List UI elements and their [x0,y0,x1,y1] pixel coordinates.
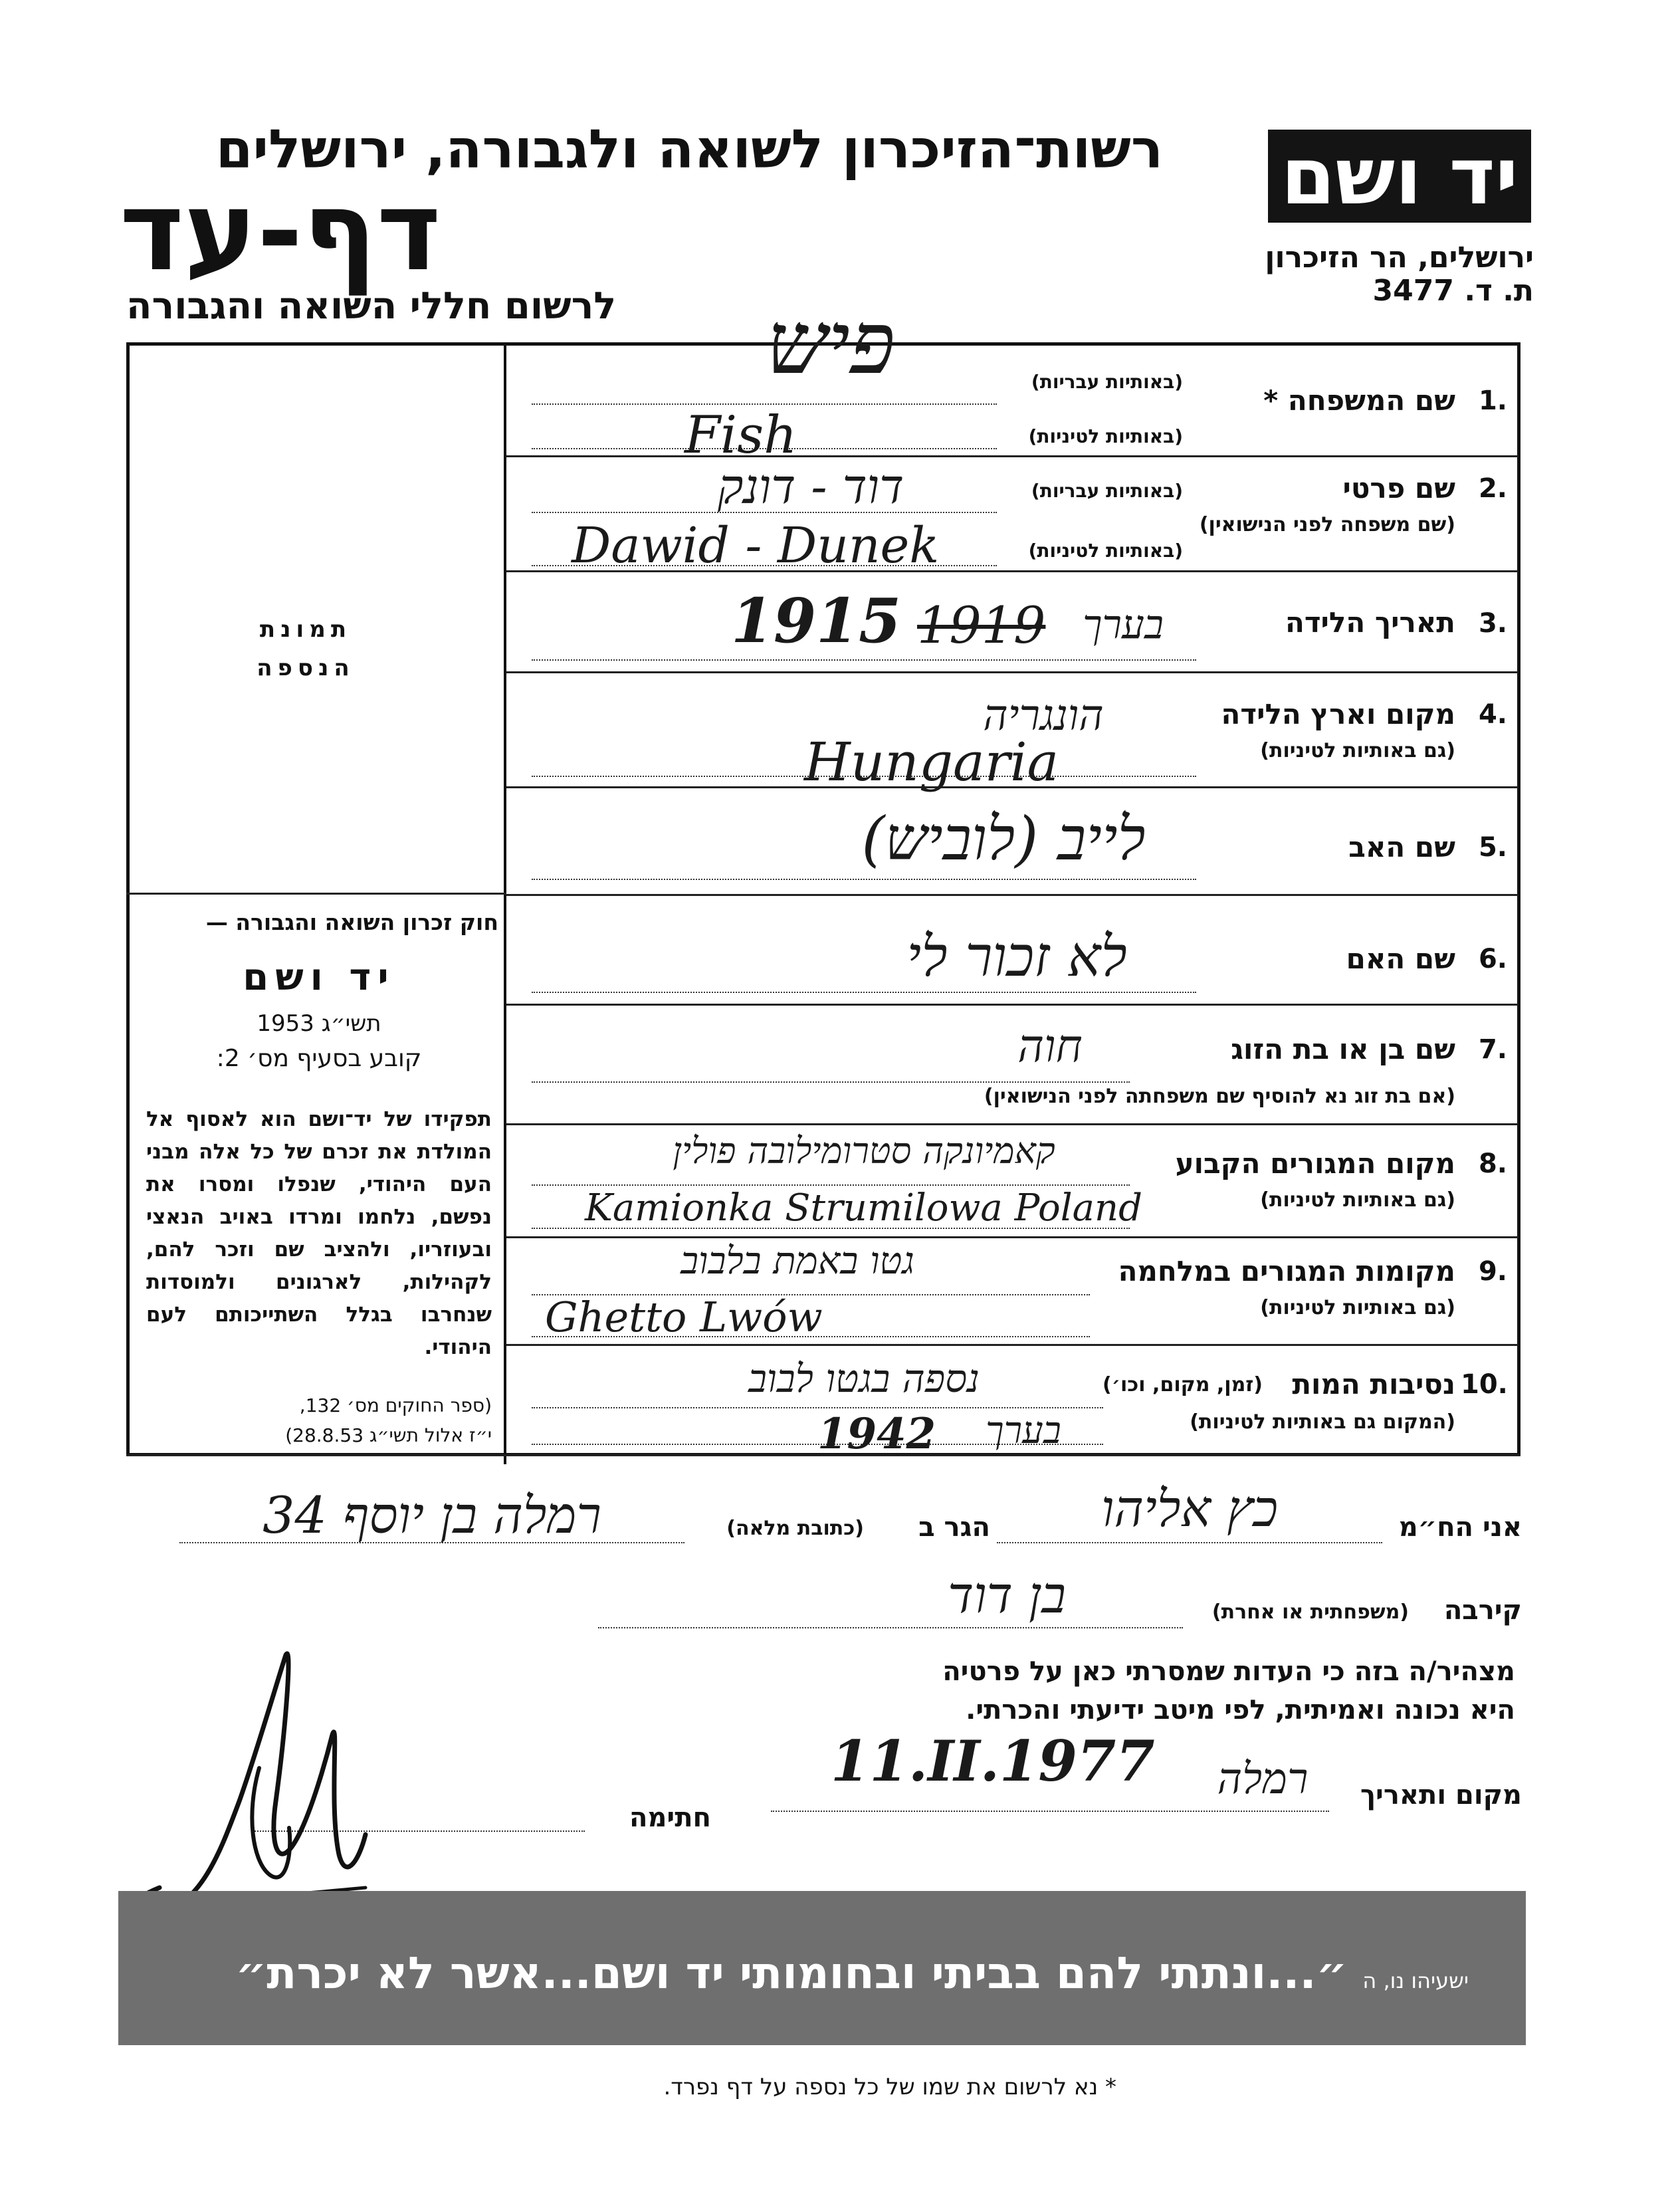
field-number: 4. [1478,699,1507,730]
mother-line [532,990,1196,993]
hebrew-letters-note: (באותיות עבריות) [1031,371,1183,393]
form-title: דף-עד [120,167,441,295]
law-section: קובע בסעיף מס׳ 2: [216,1045,422,1072]
field-number: 9. [1478,1256,1507,1287]
birth-place-latin-value[interactable]: Hungaria [804,731,1059,793]
row-separator [506,455,1518,457]
field-number: 6. [1478,944,1507,974]
full-address-note: (כתובת מלאה) [726,1517,864,1540]
birth-year-struck: 1919 [917,596,1046,655]
logo-city-line: ירושלים, הר הזיכרון [1265,241,1534,275]
surname-label: שם המשפחה * [1263,384,1455,417]
relation-value[interactable]: בן דוד [947,1565,1067,1624]
authority-title: רשות־הזיכרון לשואה ולגבורה, ירושלים [215,118,1163,180]
field-number: 3. [1478,608,1507,639]
form-subtitle: לרשום חללי השואה והגבורה [126,284,617,328]
wartime-latin-value[interactable]: Ghetto Lwów [545,1293,823,1341]
banner-quote: ״...ונתתי להם בביתי ובחומותי יד ושם...אשר לא יכרת״ [235,1947,1348,1999]
law-reference-date: י״ז אלול תשי״ג 28.8.53) [285,1424,492,1446]
father-label: שם האב [1348,831,1455,863]
surname-hebrew-line [532,402,997,405]
date-value[interactable]: 11.II.1977 [831,1728,1155,1794]
relation-line [598,1626,1183,1628]
given-hebrew-value[interactable]: דוד - דונק [717,459,904,514]
also-latin-note: (גם באותיות לטיניות) [1260,1188,1455,1212]
surname-hebrew-value[interactable]: פיש [766,292,896,393]
banner-reference: ישעיהו נו, ה [1362,1968,1469,1993]
row-separator [506,671,1518,673]
mother-value[interactable]: לא זכור לי [906,924,1127,989]
surname-latin-value[interactable]: Fish [684,405,797,465]
birth-approx-word[interactable]: בערך [1083,602,1164,648]
signature-label: חתימה [629,1803,711,1833]
field-number: 10. [1461,1369,1508,1400]
column-divider [504,342,506,1464]
place-date-label: מקום ותאריך [1360,1780,1522,1811]
law-year: תשי״ג 1953 [257,1010,381,1037]
field-number: 7. [1478,1034,1507,1065]
row-separator [506,1344,1518,1346]
spouse-maiden-note: (אם בת זוג נא להוסיף שם משפחתה לפני הנישואין) [984,1085,1455,1108]
wartime-hebrew-value[interactable]: גטו באמת בלבוב [681,1240,914,1283]
residence-label: מקום המגורים הקבוע [1175,1147,1455,1180]
maiden-name-note: (שם משפחה לפני הנישואין) [1199,513,1455,536]
witness-name-line [997,1541,1382,1543]
field-number: 2. [1478,473,1507,504]
law-name: יד ושם [243,956,395,999]
logo-pobox-line: ת. ד. 3477 [1372,274,1534,308]
residence-hebrew-value[interactable]: קאמיונקה סטרומילובה פולין [673,1130,1055,1172]
latin-letters-note: (באותיות לטיניות) [1028,425,1183,447]
relation-label: קירבה [1443,1595,1522,1626]
death-details-note: (זמן, מקום, וכו׳) [1102,1373,1263,1396]
birth-date-line [532,658,1196,661]
footer-note: * נא לרשום את שמו של כל נספה על דף נפרד. [663,2074,1116,2100]
field-number: 1. [1478,386,1507,416]
mother-label: שם האם [1346,942,1455,975]
latin-letters-note: (באותיות לטיניות) [1028,540,1183,562]
row-separator [506,894,1518,896]
place-date-line [771,1809,1329,1812]
law-heading: חוק זכרון השואה והגבורה — [205,909,498,935]
father-value[interactable]: לייב (לוביש) [861,804,1146,874]
spouse-value[interactable]: חוה [1017,1020,1083,1073]
photo-label-line: הנספה [257,655,355,681]
row-separator [126,893,506,895]
undersigned-label: אני הח״מ [1398,1512,1522,1543]
witness-name-value[interactable]: כץ אליהו [1101,1479,1278,1538]
birth-year-value[interactable]: 1915 [731,585,902,657]
field-number: 8. [1478,1149,1507,1179]
death-line [532,1406,1103,1408]
wartime-residence-label: מקומות המגורים במלחמה [1118,1255,1455,1287]
death-year-value[interactable]: 1942 [817,1409,936,1459]
resident-label: הגר ב [918,1512,990,1543]
witness-signature [86,1635,399,1928]
death-circumstances-label: נסיבות המות [1292,1368,1455,1400]
row-separator [506,1123,1518,1125]
relation-note: (משפחתית או אחרת) [1211,1601,1409,1624]
banner-quote-line [159,1947,1469,1999]
declaration-statement-1: מצהיר/ה בזה כי העדות שמסרתי כאן על פרטיה [942,1656,1515,1687]
birth-place-hebrew-value[interactable]: הונגריה [983,691,1104,740]
father-line [532,877,1196,880]
residence-hebrew-line [532,1183,1130,1186]
residence-latin-value[interactable]: Kamionka Strumilowa Poland [585,1186,1142,1230]
also-latin-note: (גם באותיות לטיניות) [1260,1296,1455,1319]
birth-date-label: תאריך הלידה [1285,606,1455,639]
death-place-latin-note: (המקום גם באותיות לטיניות) [1190,1410,1455,1434]
yad-vashem-logo: יד ושם [1268,130,1531,223]
field-number: 5. [1478,832,1507,863]
declaration-statement-2: היא נכונה ואמיתית, לפי מיטב ידיעתי והכרתי. [966,1695,1515,1725]
death-approx-word[interactable]: בערך [986,1409,1061,1452]
photo-placeholder-label [239,610,372,687]
photo-label-line: תמונת [259,616,352,643]
law-reference: (ספר החוקים מס׳ 132, [299,1394,492,1416]
given-name-label: שם פרטי [1342,472,1455,504]
hebrew-letters-note: (באותיות עבריות) [1031,480,1183,502]
birth-place-label: מקום וארץ הלידה [1221,698,1455,730]
given-latin-value[interactable]: Dawid - Dunek [572,517,940,574]
spouse-line [532,1080,1130,1083]
row-separator [506,1236,1518,1238]
death-hebrew-value[interactable]: נספה בגטו לבוב [748,1356,980,1401]
spouse-label: שם בן או בת הזוג [1231,1033,1455,1065]
also-latin-note: (גם באותיות לטיניות) [1260,739,1455,762]
witness-address-value[interactable]: רמלה בן יוסף 34 [262,1486,601,1545]
law-text: תפקידו של יד־ושם הוא לאסוף אל המולדת את זכרם של כל אלה מבני העם היהודי, שנפלו ומסרו את נפשם, נלחמו ומרדו באויב הנאצי ובעוזריו, ולהציב שם וזכר להם, לקהילות, לארגונים ולמוסדות שנחרבו בגלל השתייכותם לעם היהודי. [146,1107,492,1359]
row-separator [506,1004,1518,1006]
place-value[interactable]: רמלה [1217,1755,1309,1804]
